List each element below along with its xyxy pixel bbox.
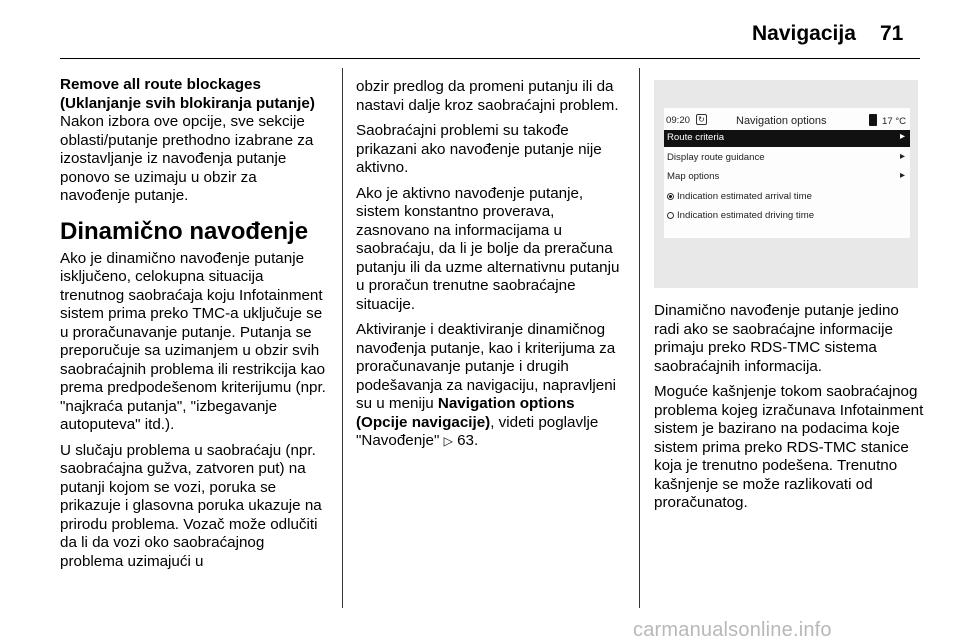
column-divider-2 xyxy=(639,68,640,608)
radio-driving-time[interactable] xyxy=(664,208,910,225)
text: Aktiviranje i deaktiviranje dinamičnog navođenja putanje, kao i kriterijuma za proračunavanje putanje i drugih podešavanja za navigaciju, napravljeni su u meniju xyxy=(356,321,617,412)
menu-item-label: Map options xyxy=(667,171,720,182)
infotainment-screen xyxy=(664,108,910,238)
menu-item-label: Route criteria xyxy=(667,132,725,143)
column-3 xyxy=(654,302,924,520)
paragraph: Moguće kašnjenje tokom saobraćajnog problema kojeg izračunava Infotainment sistem je bazirano na podacima koje sistem prima preko RDS-TMC stanice koja je trenutno podešena. Trenutno kašnjenje se može razlikovati od proračunatog. xyxy=(654,383,924,511)
clock: 09:20 xyxy=(666,115,691,126)
menu-item-route-criteria[interactable] xyxy=(664,130,910,147)
section-heading: Dinamično navođenje xyxy=(60,217,309,245)
menu-item-display-route-guidance[interactable] xyxy=(664,150,910,167)
screenshot-figure xyxy=(654,80,918,288)
chevron-right-icon: ▸ xyxy=(899,151,905,162)
page-number: 71 xyxy=(880,22,904,45)
radio-selected-icon xyxy=(667,193,674,200)
paragraph: U slučaju problema u saobraćaju (npr. saobraćajna gužva, zatvoren put) na putanji kojom se vozi, poruka se prikazuje i glasovna poruka ukazuje na prirodu problema. Vozač može odlučiti da li da vozi oko saobraćajnog problema uzimajući u xyxy=(60,441,322,570)
paragraph: Saobraćajni problemi su takođe prikazani ako navođenje putanje nije aktivno. xyxy=(356,122,602,176)
column-divider-1 xyxy=(342,68,343,608)
navigation-icon: ↻ xyxy=(696,114,707,125)
radio-unselected-icon xyxy=(667,212,674,219)
screen-title: Navigation options xyxy=(736,115,827,127)
chevron-right-icon: ▸ xyxy=(899,170,905,181)
status-bar xyxy=(664,112,910,128)
paragraph: Ako je aktivno navođenje putanje, sistem konstantno proverava, zasnovano na informacijama u saobraćaju, da li je bolje da preračuna putanju ili da uzme alternativnu putanju u proračun trenutne saobraćajne situacije. xyxy=(356,184,620,313)
temperature: 17 °C xyxy=(882,116,907,127)
watermark: carmanualsonline.info xyxy=(633,619,832,641)
phone-icon xyxy=(869,114,877,126)
header-rule xyxy=(60,58,920,59)
column-1 xyxy=(60,76,330,578)
paragraph xyxy=(356,321,626,451)
paragraph: obzir predlog da promeni putanju ili da nastavi dalje kroz saobraćajni problem. xyxy=(356,78,619,114)
subheading-english: Remove all route blockages xyxy=(60,76,261,93)
radio-arrival-time[interactable] xyxy=(664,189,910,206)
menu-item-map-options[interactable] xyxy=(664,169,910,186)
radio-label: Indication estimated arrival time xyxy=(677,191,812,202)
menu-item-label: Display route guidance xyxy=(667,152,765,163)
paragraph: Dinamično navođenje putanje jedino radi ako se saobraćajne informacije primaju preko RDS-TMC sistema saobraćajnih informacija. xyxy=(654,302,899,375)
text: , videti poglavlje "Navođenje" xyxy=(356,413,599,449)
subheading-local: (Uklanjanje svih blokiranja putanje) xyxy=(60,94,315,112)
section-title: Navigacija xyxy=(752,22,856,45)
page-ref: 63. xyxy=(452,432,479,449)
radio-label: Indication estimated driving time xyxy=(677,210,815,221)
page-ref-arrow-icon: ▷ xyxy=(443,434,453,448)
paragraph: Nakon izbora ove opcije, sve sekcije oblasti/putanje prethodno izabrane za izostavljanje iz navođenja putanje ponovo se uzimaju u obzir za navođenje putanje. xyxy=(60,113,314,204)
page-header xyxy=(0,0,960,60)
paragraph: Ako je dinamično navođenje putanje isključeno, celokupna situacija trenutnog saobraćaja koju Infotainment sistem prima preko TMC-a uključuje se u proračunavanje putanje. Putanja se preporučuje sa uzimanjem u obzir svih saobraćajnih problema ili restrikcija kao prema predpodešenom kriterijumu (npr. "najkraća putanja", "izbegavanje autoputeva" itd.). xyxy=(60,249,326,433)
chevron-right-icon: ▸ xyxy=(899,131,905,142)
menu-reference: Navigation options (Opcije navigacije) xyxy=(356,395,575,431)
column-2 xyxy=(356,78,626,458)
